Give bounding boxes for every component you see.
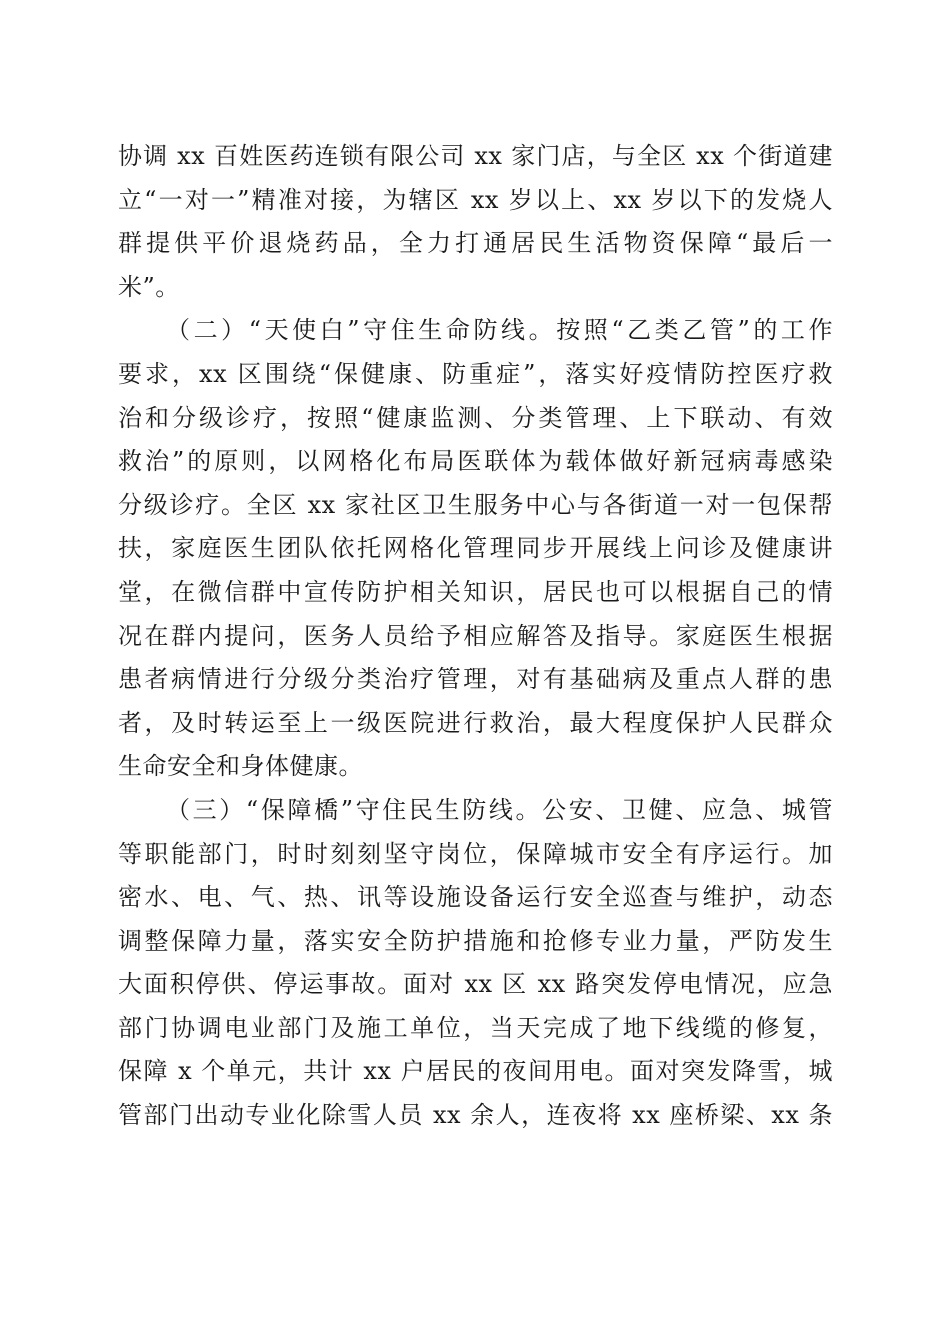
text-line: 协调 xx 百姓医药连锁有限公司 xx 家门店，与全区 xx 个街道建 bbox=[118, 142, 833, 170]
text-line bbox=[118, 309, 833, 353]
text-line: 等职能部门，时时刻刻坚守岗位，保障城市安全有序运行。加 bbox=[118, 839, 833, 868]
text-line: 治和分级诊疗，按照“健康监测、分类管理、上下联动、有效 bbox=[118, 403, 833, 432]
section-heading-3: （三）“保障橋”守住民生防线。 bbox=[166, 795, 543, 824]
paragraph-2 bbox=[118, 309, 833, 789]
text-line bbox=[118, 789, 833, 833]
text-line: 群提供平价退烧药品，全力打通居民生活物资保障“最后一 bbox=[118, 229, 833, 258]
text-line: 扶，家庭医生团队依托网格化管理同步开展线上问诊及健康讲 bbox=[118, 534, 833, 563]
text-line: 部门协调电业部门及施工单位，当天完成了地下线缆的修复， bbox=[118, 1013, 833, 1042]
text-line: 者，及时转运至上一级医院进行救治，最大程度保护人民群众 bbox=[118, 708, 833, 737]
text-line: 况在群内提问，医务人员给予相应解答及指导。家庭医生根据 bbox=[118, 621, 833, 650]
paragraph-3 bbox=[118, 789, 833, 1138]
text-line: 堂，在微信群中宣传防护相关知识，居民也可以根据自己的情 bbox=[118, 577, 833, 606]
text-line: 管部门出动专业化除雪人员 xx 余人，连夜将 xx 座桥梁、xx 条 bbox=[118, 1101, 833, 1130]
text-line: 调整保障力量，落实安全防护措施和抢修专业力量，严防发生 bbox=[118, 926, 833, 955]
text-line: 要求，xx 区围绕“保健康、防重症”，落实好疫情防控医疗救 bbox=[118, 359, 833, 388]
text-line: 患者病情进行分级分类治疗管理，对有基础病及重点人群的患 bbox=[118, 665, 833, 694]
text-line: 保障 x 个单元，共计 xx 户居民的夜间用电。面对突发降雪，城 bbox=[118, 1057, 833, 1086]
text-line: 米”。 bbox=[118, 272, 180, 301]
text-line: 生命安全和身体健康。 bbox=[118, 752, 363, 781]
text-line: 大面积停供、停运事故。面对 xx 区 xx 路突发停电情况，应急 bbox=[118, 970, 833, 999]
text-line: 立“一对一”精准对接，为辖区 xx 岁以上、xx 岁以下的发烧人 bbox=[118, 185, 833, 214]
text-line: 密水、电、气、热、讯等设施设备运行安全巡查与维护，动态 bbox=[118, 883, 833, 912]
text-fragment: 公安、卫健、应急、城管 bbox=[542, 795, 834, 824]
paragraph-1 bbox=[118, 135, 833, 309]
text-line: 救治”的原则，以网格化布局医联体为载体做好新冠病毒感染 bbox=[118, 447, 833, 476]
document-page bbox=[118, 135, 833, 1138]
section-heading-2: （二）“天使白”守住生命防线。 bbox=[166, 316, 557, 345]
text-line: 分级诊疗。全区 xx 家社区卫生服务中心与各街道一对一包保帮 bbox=[118, 490, 833, 519]
text-fragment: 按照“乙类乙管”的工作 bbox=[556, 316, 833, 345]
